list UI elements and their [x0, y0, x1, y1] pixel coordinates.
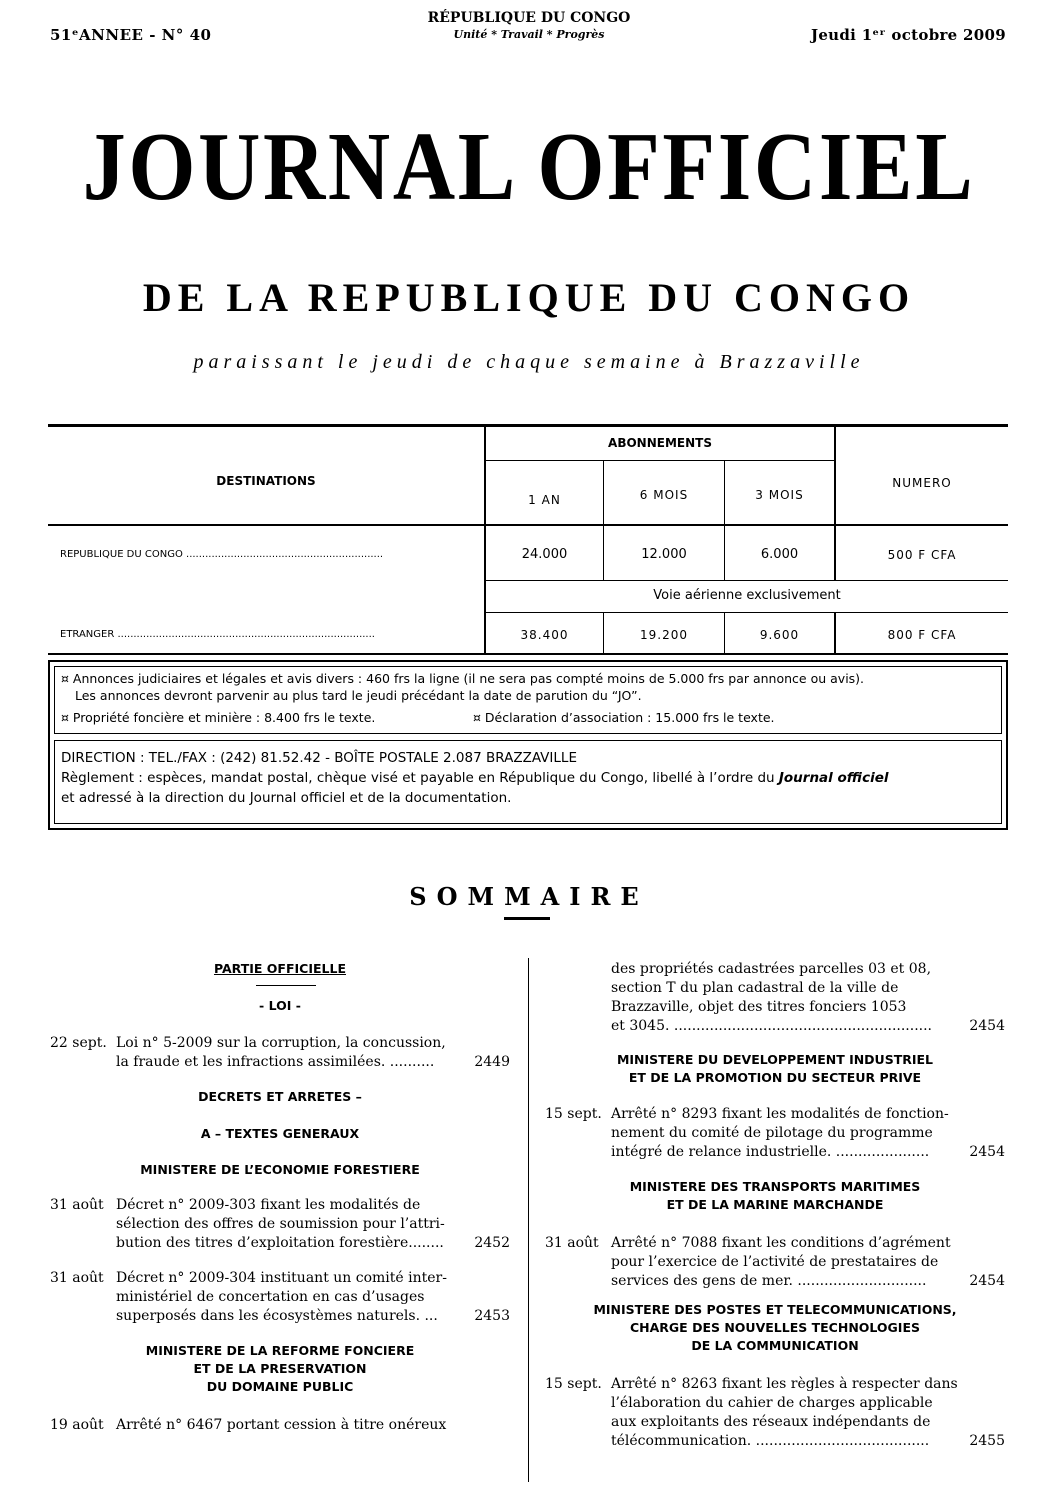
direction-line-1: DIRECTION : TEL./FAX : (242) 81.52.42 - BOÎTE POSTALE 2.087 BRAZZAVILLE: [61, 750, 577, 766]
col-numero: NUMERO: [892, 476, 952, 490]
toc-entry-loi[interactable]: [50, 1034, 510, 1074]
republic-motto: Unité * Travail * Progrès: [453, 28, 605, 41]
partie-rule: [256, 985, 316, 986]
toc-text: Décret n° 2009-304 instituant un comité inter- ministériel de concertation en cas d’usages superposés dans les écosystèmes naturels. ...: [116, 1270, 447, 1324]
direction-line-2: Règlement : espèces, mandat postal, chèque visé et payable en République du Congo, libellé à l’ordre du: [61, 770, 779, 786]
announcements-box: [54, 666, 1002, 734]
row-congo-3mois: 6.000: [760, 547, 799, 562]
toc-entry-decret-304[interactable]: [50, 1269, 510, 1329]
toc-date: 22 sept.: [50, 1035, 107, 1051]
row-congo-numero: 500 F CFA: [887, 548, 957, 562]
sommaire-title: SOMMAIRE: [409, 882, 649, 911]
direction-line-3: et adressé à la direction du Journal officiel et de la documentation.: [61, 790, 512, 806]
sommaire-rule: [504, 917, 550, 920]
announce-line-1: ¤ Annonces judiciaires et légales et avis divers : 460 frs la ligne (il ne sera pas compté moins de 5.000 frs par annonce ou avis).: [61, 671, 865, 686]
col-6mois: 6 MOIS: [639, 488, 689, 502]
row-dest-congo: REPUBLIQUE DU CONGO ..............................................................: [60, 549, 384, 560]
toc-entry-arrete-6467[interactable]: [50, 1416, 510, 1436]
journal-subtitle: DE LA REPUBLIQUE DU CONGO: [142, 275, 916, 320]
toc-page: 2455: [969, 1433, 1005, 1449]
row-congo-6mois: 12.000: [641, 547, 687, 562]
journal-officiel-name: Journal officiel: [778, 770, 889, 786]
min-foret-heading: MINISTERE DE L’ECONOMIE FORESTIERE: [140, 1162, 420, 1177]
toc-text: Décret n° 2009-303 fixant les modalités de sélection des offres de soumission pour l’attri- bution des titres d’exploitation forestière........: [116, 1197, 445, 1251]
toc-date: 31 août: [50, 1270, 104, 1286]
toc-page: 2454: [969, 1144, 1005, 1160]
toc-page: 2454: [969, 1273, 1005, 1289]
row-dest-etranger: ETRANGER .................................................................................: [60, 629, 375, 640]
subscription-table: [48, 424, 1008, 656]
col-1an: 1 AN: [528, 493, 561, 507]
toc-page: 2453: [474, 1308, 510, 1324]
toc-page: 2449: [474, 1054, 510, 1070]
toc-date: 15 sept.: [545, 1106, 602, 1122]
row-etranger-3mois: 9.600: [759, 628, 800, 642]
republic-name: RÉPUBLIQUE DU CONGO: [427, 10, 631, 26]
toc-entry-decret-303[interactable]: [50, 1196, 510, 1256]
row-congo-1an: 24.000: [521, 547, 568, 562]
row-etranger-6mois: 19.200: [640, 628, 688, 642]
toc-page: 2454: [969, 1018, 1005, 1034]
journal-title: JOURNAL OFFICIEL: [82, 113, 976, 221]
toc-page: 2452: [474, 1235, 510, 1251]
min-postes-heading: MINISTERE DES POSTES ET TELECOMMUNICATIONS, CHARGE DES NOUVELLES TECHNOLOGIES DE LA COMMUNICATION: [593, 1302, 957, 1353]
air-note: Voie aérienne exclusivement: [653, 588, 841, 603]
col-3mois: 3 MOIS: [755, 488, 804, 502]
textes-generaux-heading: A – TEXTES GENERAUX: [200, 1126, 360, 1141]
toc-text: Loi n° 5-2009 sur la corruption, la concussion, la fraude et les infractions assimilées. ..........: [116, 1035, 446, 1070]
row-etranger-numero: 800 F CFA: [887, 628, 957, 642]
loi-heading: - LOI -: [259, 998, 301, 1013]
toc-date: 31 août: [50, 1197, 104, 1213]
row-etranger-1an: 38.400: [520, 628, 569, 642]
col-abonnements: ABONNEMENTS: [608, 436, 712, 450]
column-divider: [528, 958, 529, 1482]
toc-entry-arrete-8293[interactable]: [545, 1105, 1005, 1165]
journal-tagline: paraissant le jeudi de chaque semaine à Brazzaville: [193, 351, 865, 373]
issue-number: 51ᵉANNEE - N° 40: [50, 26, 212, 44]
toc-entry-arrete-6467-cont[interactable]: [545, 960, 1005, 1040]
announce-line-3b: ¤ Déclaration d’association : 15.000 frs le texte.: [473, 710, 775, 725]
toc-text: Arrêté n° 6467 portant cession à titre onéreux: [116, 1417, 447, 1433]
min-fonciere-heading: MINISTERE DE LA REFORME FONCIERE ET DE LA PRESERVATION DU DOMAINE PUBLIC: [145, 1343, 415, 1394]
toc-text: Arrêté n° 7088 fixant les conditions d’agrément pour l’exercice de l’activité de prestataires de services des gens de mer. .............................: [611, 1235, 951, 1289]
toc-text: Arrêté n° 8263 fixant les règles à respecter dans l’élaboration du cahier de charges applicable aux exploitants des réseaux indépendants de télécommunication. .......................................: [611, 1376, 958, 1449]
min-dev-heading: MINISTERE DU DEVELOPPEMENT INDUSTRIEL ET DE LA PROMOTION DU SECTEUR PRIVE: [616, 1052, 934, 1085]
decrets-heading: DECRETS ET ARRETES –: [198, 1089, 362, 1104]
issue-date: Jeudi 1ᵉʳ octobre 2009: [810, 26, 1006, 44]
toc-entry-arrete-8263[interactable]: [545, 1375, 1005, 1455]
partie-officielle-heading: PARTIE OFFICIELLE: [213, 961, 346, 976]
toc-date: 31 août: [545, 1235, 599, 1251]
toc-date: 15 sept.: [545, 1376, 602, 1392]
min-transport-heading: MINISTERE DES TRANSPORTS MARITIMES ET DE LA MARINE MARCHANDE: [629, 1179, 921, 1212]
col-destinations: DESTINATIONS: [216, 474, 316, 488]
toc-date: 19 août: [50, 1417, 104, 1433]
announce-line-3a: ¤ Propriété foncière et minière : 8.400 frs le texte.: [61, 710, 376, 725]
direction-box: [54, 740, 1002, 824]
toc-text: des propriétés cadastrées parcelles 03 et 08, section T du plan cadastral de la ville de Brazzaville, objet des titres fonciers 1053 et 3045. ..........................................................: [611, 961, 933, 1034]
toc-entry-arrete-7088[interactable]: [545, 1234, 1005, 1294]
republic-header: [300, 10, 758, 41]
announce-line-2: Les annonces devront parvenir au plus tard le jeudi précédant la date de parution du “JO”.: [75, 688, 642, 703]
toc-text: Arrêté n° 8293 fixant les modalités de fonction- nement du comité de pilotage du programme intégré de relance industrielle. .....................: [611, 1106, 949, 1160]
